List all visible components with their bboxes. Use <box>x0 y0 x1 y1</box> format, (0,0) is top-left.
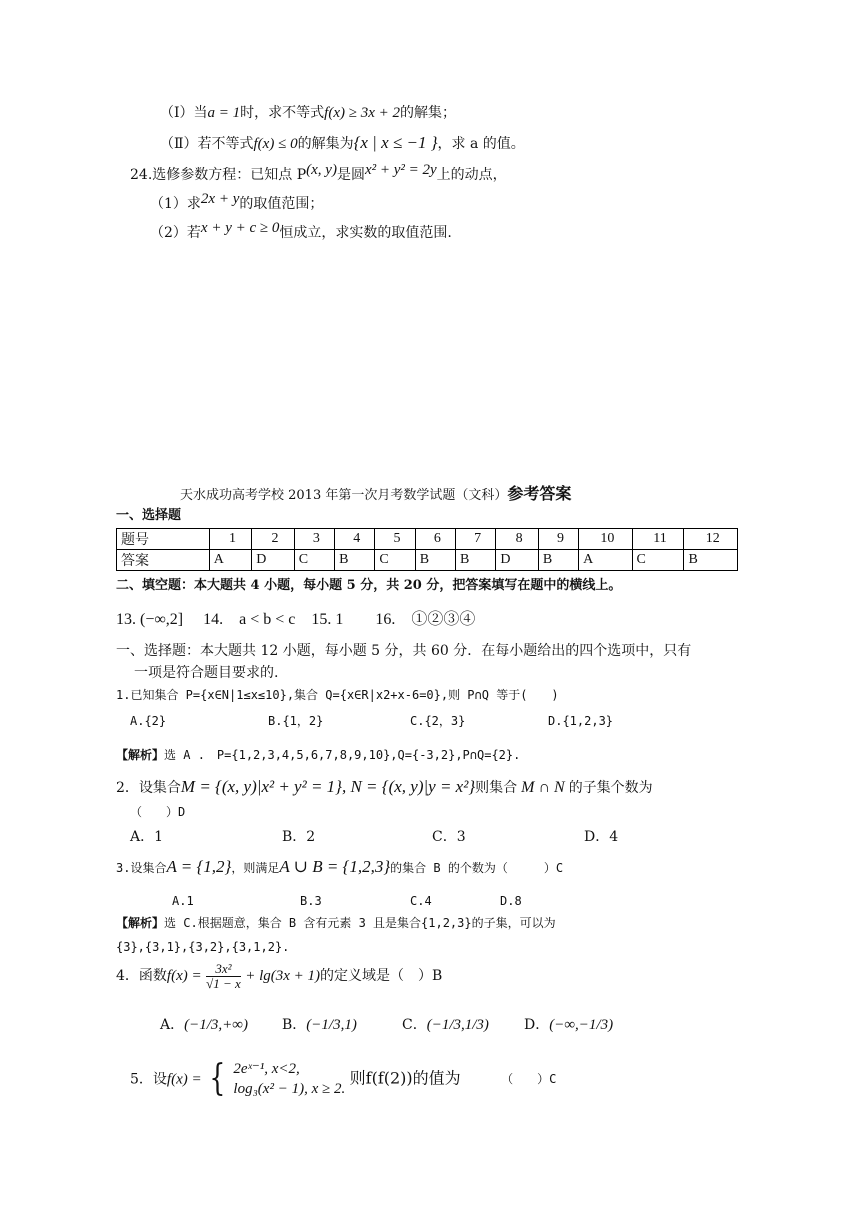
q5-text-c: （ ）C <box>501 1072 557 1087</box>
q5-brace: { <box>209 1058 226 1099</box>
q4-text-b: 的定义域是（ ）B <box>320 968 443 985</box>
q4-option-b-math: (−1/3,1) <box>306 1017 357 1033</box>
q5-math-left: f(x) = <box>166 1071 202 1088</box>
q4-math-left: f(x) = <box>166 968 202 985</box>
q24-title-c: 上的动点， <box>436 167 507 183</box>
intro-line2: 一项是符合题目要求的. <box>134 665 279 681</box>
q3-option-d: D.8 <box>500 894 522 908</box>
q3-option-c: C.4 <box>410 894 432 908</box>
table-cell: 1 <box>209 529 252 550</box>
q3-option-b: B.3 <box>300 894 322 908</box>
table-cell: D <box>496 550 539 571</box>
q3-solution-line2: {3},{3,1},{3,2},{3,1,2}. <box>116 940 290 954</box>
table-cell: 3 <box>294 529 334 550</box>
q23-part2-text-c: ，求 a 的值。 <box>437 136 525 152</box>
q2-line2: （ ）D <box>130 805 186 819</box>
q24-title-b: 是圆 <box>336 167 365 183</box>
q5-text-b: 则f(f(2))的值为 <box>349 1068 461 1088</box>
q3-solution-text: 选 C.根据题意，集合 B 含有元素 3 且是集合{1,2,3}的子集，可以为 <box>164 916 556 930</box>
section1-heading: 一、选择题 <box>116 508 182 523</box>
q4-option-b-label: B． <box>282 1017 307 1033</box>
row-label-answer: 答案 <box>117 550 210 571</box>
table-cell: B <box>684 550 738 571</box>
q4-option-c <box>402 1016 489 1036</box>
q23-part2-math1: f(x) ≤ 0 <box>253 136 298 152</box>
q3-solution-tag: 【解析】 <box>116 916 165 930</box>
table-cell: B <box>415 550 455 571</box>
q4-option-d-math: (−∞,−1/3) <box>549 1017 614 1033</box>
q24-item1-b: 的取值范围； <box>239 196 324 212</box>
table-cell: A <box>579 550 632 571</box>
table-cell: D <box>252 550 295 571</box>
q4-option-a-math: (−1/3,+∞) <box>184 1017 248 1033</box>
table-cell: B <box>335 550 375 571</box>
q3-text-c: 的集合 B 的个数为（ ）C <box>390 861 564 875</box>
answer-table-answer-row <box>117 550 738 571</box>
table-cell: 8 <box>496 529 539 550</box>
table-cell: 2 <box>252 529 295 550</box>
fill-answers: 13. (−∞,2] 14. a < b < c 15. 1 16. ①②③④ <box>116 611 476 628</box>
table-cell: 6 <box>415 529 455 550</box>
table-cell: 9 <box>538 529 578 550</box>
q24-item2-a: （2）若 <box>150 225 201 241</box>
q1-option-d: D.{1,2,3} <box>548 714 614 728</box>
q24-item2 <box>150 220 452 244</box>
q23-part2-text-b: 的解集为 <box>297 136 354 152</box>
row-label-number: 题号 <box>117 529 210 550</box>
table-cell: B <box>538 550 578 571</box>
q2-option-a: A．1 <box>130 829 164 845</box>
q4-option-d <box>524 1016 613 1036</box>
q3-option-a: A.1 <box>172 894 194 908</box>
q2-option-c: C．3 <box>432 829 466 845</box>
q2-text-c: 的子集个数为 <box>568 780 653 796</box>
q4-math-right: + lg(3x + 1) <box>245 968 321 985</box>
table-cell: 7 <box>456 529 496 550</box>
table-cell: 5 <box>375 529 415 550</box>
q5-text-a: 5．设 <box>130 1071 167 1088</box>
q2-option-d: D．4 <box>584 829 619 845</box>
q2-option-b: B．2 <box>282 829 316 845</box>
section2-heading: 二、填空题：本大题共 4 小题，每小题 5 分，共 20 分，把答案填写在题中的横线上。 <box>116 578 622 593</box>
q4-text-a: 4．函数 <box>116 968 167 985</box>
q24-math2: x² + y² = 2y <box>364 162 437 178</box>
q23-part2-math2: {x | x ≤ −1 } <box>353 133 438 152</box>
q23-part2-text-a: （Ⅱ）若不等式 <box>160 136 254 152</box>
q3-text-a: 3.设集合 <box>116 861 167 875</box>
q23-part1-text-a: （Ⅰ）当 <box>160 105 208 121</box>
q4-fraction-denominator: √1 − x <box>206 975 241 991</box>
table-cell: 10 <box>579 529 632 550</box>
q23-part1-math2: f(x) ≥ 3x + 2 <box>324 105 400 121</box>
q3-math1: A = {1,2} <box>166 857 232 876</box>
q4-option-b <box>282 1016 357 1036</box>
q4-option-a <box>160 1016 248 1036</box>
answer-table <box>116 528 738 571</box>
q24-item2-b: 恒成立，求实数的取值范围. <box>279 225 452 241</box>
q4-option-a-label: A． <box>160 1017 185 1033</box>
table-cell: 11 <box>632 529 684 550</box>
q24-title <box>130 162 507 186</box>
table-cell: C <box>294 550 334 571</box>
q5-text <box>130 1056 556 1103</box>
q3-text <box>116 856 563 878</box>
table-cell: C <box>375 550 415 571</box>
q1-solution <box>116 748 520 764</box>
q23-part2 <box>160 132 525 155</box>
answers-title <box>180 484 571 505</box>
table-cell: A <box>209 550 252 571</box>
q24-item1 <box>150 191 324 215</box>
q4-text <box>116 962 442 990</box>
answers-title-a: 天水成功高考学校 2013 年第一次月考数学试题（文科） <box>180 488 508 503</box>
q23-part1-text-c: 的解集； <box>399 105 456 121</box>
q4-fraction <box>206 962 241 990</box>
q24-item1-a: （1）求 <box>150 196 201 212</box>
q23-part1-math1: a = 1 <box>207 105 241 121</box>
table-cell: C <box>632 550 684 571</box>
q3-math2: A ∪ B = {1,2,3} <box>279 857 391 876</box>
q5-case2: log₃(x² − 1), x ≥ 2. <box>233 1081 346 1098</box>
q3-solution-line1 <box>116 916 556 932</box>
q2-text-a: 2．设集合 <box>116 780 181 796</box>
q2-text-b: 则集合 <box>475 780 518 796</box>
q1-solution-tag: 【解析】 <box>116 748 165 762</box>
q4-option-c-label: C． <box>402 1017 427 1033</box>
table-cell: 12 <box>684 529 738 550</box>
q24-title-a: 24.选修参数方程：已知点 P <box>130 167 307 183</box>
q5-cases <box>233 1059 345 1100</box>
intro-line1: 一、选择题：本大题共 12 小题，每小题 5 分，共 60 分．在每小题给出的四个选项中，只有 <box>116 643 692 659</box>
q23-part1-text-b: 时，求不等式 <box>240 105 325 121</box>
q24-item1-math: 2x + y <box>200 191 240 207</box>
q4-option-d-label: D． <box>524 1017 550 1033</box>
q1-solution-text: 选 A . P={1,2,3,4,5,6,7,8,9,10},Q={-3,2},P∩Q={2}. <box>164 748 521 762</box>
q1-text: 1.已知集合 P={x∈N|1≤x≤10},集合 Q={x∈R|x2+x-6=0},则 P∩Q 等于( ) <box>116 688 559 702</box>
table-cell: 4 <box>335 529 375 550</box>
q4-fraction-numerator: 3x² <box>206 962 241 977</box>
answers-title-b: 参考答案 <box>507 484 572 503</box>
q2-text <box>116 776 653 799</box>
q24-math1: (x, y) <box>306 162 337 178</box>
q1-option-a: A.{2} <box>130 714 167 728</box>
q2-math2: M ∩ N <box>521 779 565 796</box>
q3-text-b: ，则满足 <box>231 861 280 875</box>
q2-math: M = {(x, y)|x² + y² = 1}, N = {(x, y)|y = x²} <box>180 777 476 796</box>
q4-option-c-math: (−1/3,1/3) <box>426 1017 489 1033</box>
q1-option-b: B.{1，2} <box>268 714 324 728</box>
table-cell: B <box>456 550 496 571</box>
q24-item2-math: x + y + c ≥ 0 <box>200 220 280 236</box>
answer-table-number-row <box>117 529 738 550</box>
q1-option-c: C.{2，3} <box>410 714 466 728</box>
q23-part1 <box>160 104 456 124</box>
q5-case1: 2eˣ⁻¹, x<2, <box>233 1061 300 1078</box>
